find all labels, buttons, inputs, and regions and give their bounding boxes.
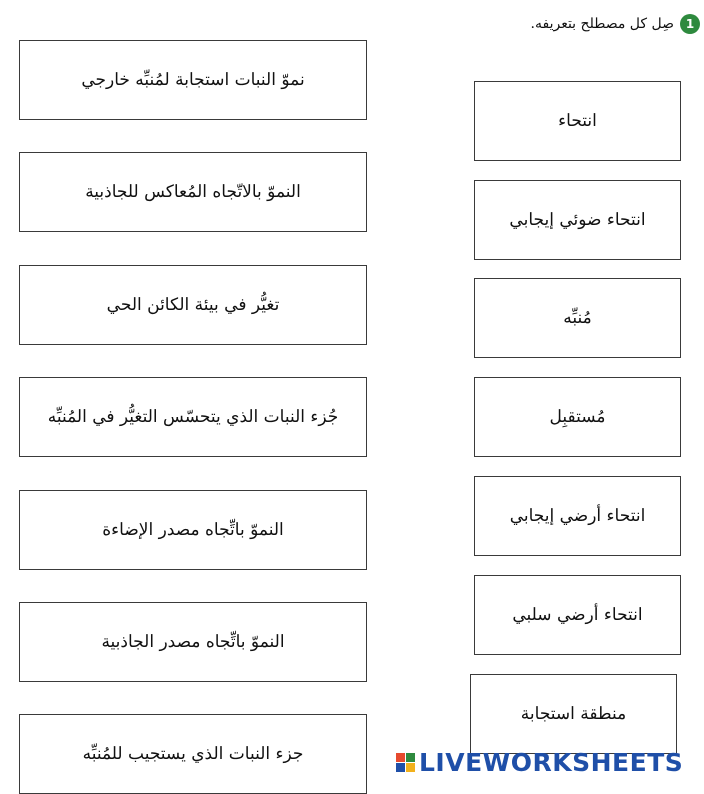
question-number-badge: 1 bbox=[680, 14, 700, 34]
term-text: مُنبِّه bbox=[563, 308, 592, 328]
definition-text: النموّ باتِّجاه مصدر الجاذبية bbox=[101, 632, 285, 652]
term-text: انتحاء أرضي سلبي bbox=[512, 605, 643, 625]
term-box-1[interactable] bbox=[474, 81, 681, 161]
definition-text: النموّ باتِّجاه مصدر الإضاءة bbox=[102, 520, 284, 540]
term-text: مُستقبِل bbox=[549, 407, 606, 427]
logo-square bbox=[396, 763, 405, 772]
liveworksheets-watermark bbox=[396, 748, 683, 777]
definition-box-1[interactable] bbox=[19, 40, 367, 120]
definition-box-4[interactable] bbox=[19, 377, 367, 457]
definition-text: النموّ بالاتّجاه المُعاكس للجاذبية bbox=[85, 182, 301, 202]
definition-box-5[interactable] bbox=[19, 490, 367, 570]
definition-text: جُزء النبات الذي يتحسّس التغيُّر في المُنبِّه bbox=[47, 407, 339, 427]
instruction-text: صِل كل مصطلح بتعريفه. bbox=[530, 16, 674, 32]
definition-box-2[interactable] bbox=[19, 152, 367, 232]
term-text: انتحاء bbox=[558, 111, 597, 131]
definition-box-6[interactable] bbox=[19, 602, 367, 682]
watermark-text: LIVEWORKSHEETS bbox=[419, 748, 684, 777]
definition-box-7[interactable] bbox=[19, 714, 367, 794]
logo-square bbox=[406, 753, 415, 762]
liveworksheets-logo-icon bbox=[396, 753, 415, 772]
term-box-6[interactable] bbox=[474, 575, 681, 655]
term-text: انتحاء ضوئي إيجابي bbox=[509, 210, 646, 230]
term-box-5[interactable] bbox=[474, 476, 681, 556]
term-text: انتحاء أرضي إيجابي bbox=[509, 506, 646, 526]
term-box-7[interactable] bbox=[470, 674, 677, 754]
term-text: منطقة استجابة bbox=[520, 704, 627, 724]
definition-text: تغيُّر في بيئة الكائن الحي bbox=[106, 295, 280, 315]
logo-square bbox=[396, 753, 405, 762]
term-box-2[interactable] bbox=[474, 180, 681, 260]
term-box-3[interactable] bbox=[474, 278, 681, 358]
instruction bbox=[531, 14, 700, 34]
definition-text: جزء النبات الذي يستجيب للمُنبِّه bbox=[82, 744, 304, 764]
term-box-4[interactable] bbox=[474, 377, 681, 457]
logo-square bbox=[406, 763, 415, 772]
definition-text: نموّ النبات استجابة لمُنبِّه خارجي bbox=[81, 70, 305, 90]
definition-box-3[interactable] bbox=[19, 265, 367, 345]
